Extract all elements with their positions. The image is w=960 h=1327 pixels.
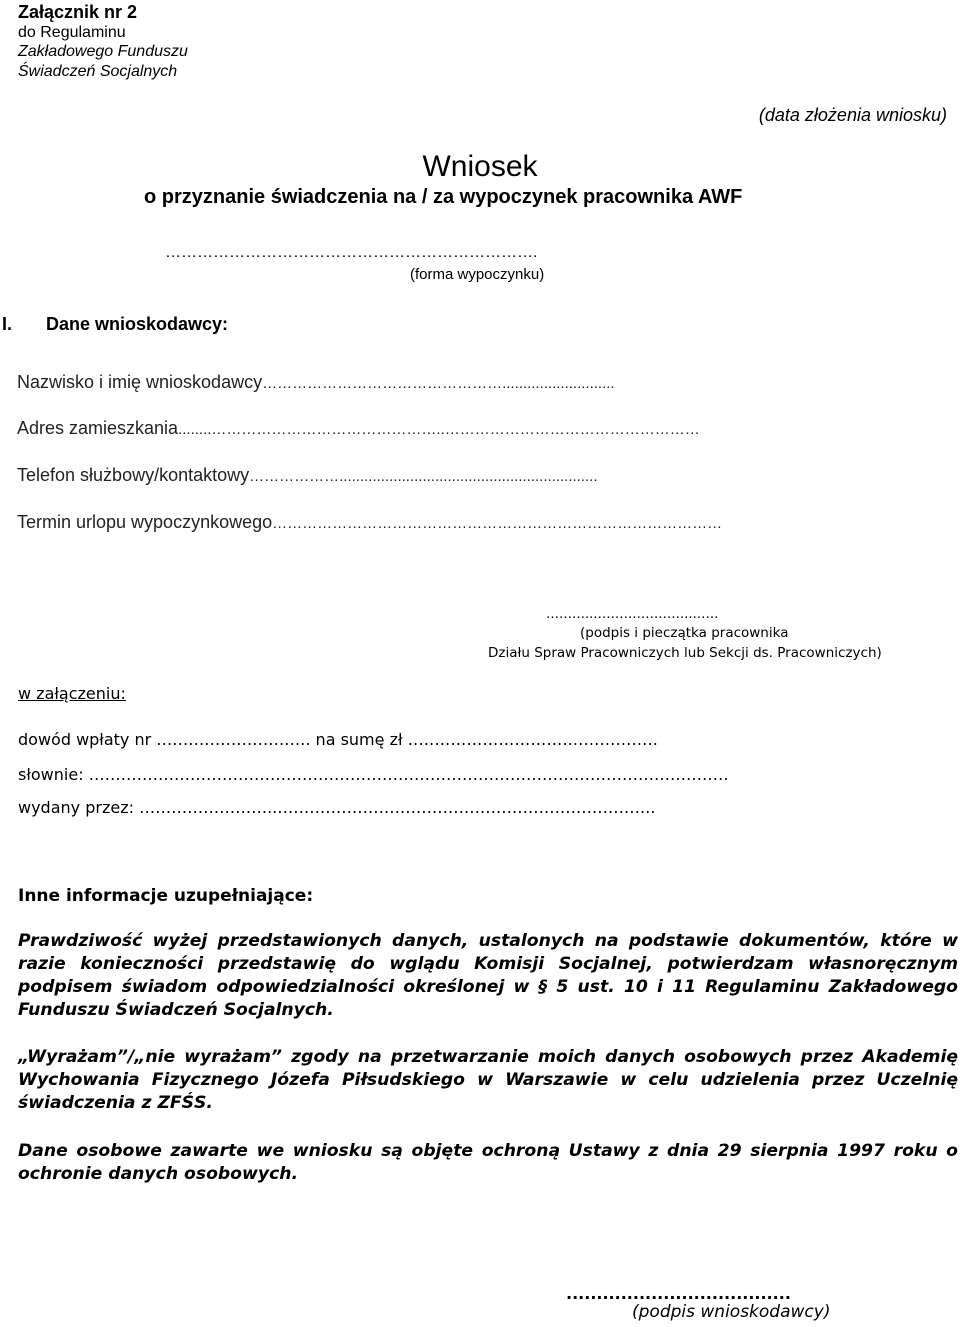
field-applicant-name[interactable] [17,372,615,393]
section-heading: Dane wnioskodawcy: [46,314,229,334]
hr-signature-caption-2: Działu Spraw Pracowniczych lub Sekcji ds. Pracowniczych) [488,645,882,661]
section-number: I. [2,314,13,334]
field-label: Nazwisko i imię wnioskodawcy [17,372,263,392]
form-type-dots: ……………………………………………………………. [165,244,538,261]
hr-signature-caption-1: (podpis i pieczątka pracownika [580,625,789,641]
applicant-signature-dots: ..................................... [566,1284,791,1303]
field-leave-term[interactable] [17,512,722,533]
annex-line-3: Zakładowego Funduszu [18,43,188,60]
truthfulness-statement: Prawdziwość wyżej przedstawionych danych, ustalonych na podstawie dokumentów, które w razie konieczności przedstawię do wglądu Komisji Socjalnej, potwierdzam własnoręcznym podpisem świadom odpowiedzialności określonej w § 5 ust. 10 i 11 Regulaminu Zakładowego Funduszu Świadczeń Socjalnych. [18,931,958,1020]
other-info-heading: Inne informacje uzupełniające: [18,886,314,906]
field-label: Adres zamieszkania [17,418,179,438]
field-label: Termin urlopu wypoczynkowego [17,512,273,532]
field-dots: ........………………………………………..…………………………………………… [178,421,700,438]
field-dots: ……………………………………………………………………………… [272,515,723,532]
issued-by-line[interactable]: wydany przez: ……………………..…………………………………………………………….. [18,798,656,817]
annex-line-2: do Regulaminu [18,24,126,41]
form-subtitle: o przyznanie świadczenia na / za wypoczynek pracownika AWF [144,186,743,208]
applicant-signature-caption: (podpis wnioskodawcy) [632,1302,831,1322]
date-note: (data złożenia wniosku) [758,105,947,125]
field-phone[interactable] [17,465,598,486]
field-address[interactable] [17,418,700,439]
form-type-caption: (forma wypoczynku) [410,266,545,283]
hr-signature-dots: ………..…………………..…… [546,607,719,622]
amount-in-words-line[interactable]: słownie: ………………………………………………………………………………………………………… [18,765,729,784]
form-title: Wniosek [422,150,538,183]
payment-line[interactable]: dowód wpłaty nr ……………………….. na sumę zł ………………………….……………. [18,730,658,749]
field-label: Telefon służbowy/kontaktowy [17,465,250,485]
annex-title: Załącznik nr 2 [18,2,138,22]
annex-line-4: Świadczeń Socjalnych [18,63,178,80]
data-protection-statement: Dane osobowe zawarte we wniosku są objęte ochroną Ustawy z dnia 29 sierpnia 1997 roku o ochronie danych osobowych. [18,1141,958,1184]
consent-statement: „Wyrażam”/„nie wyrażam” zgody na przetwarzanie moich danych osobowych przez Akademię Wychowania Fizycznego Józefa Piłsudskiego w Warszawie w celu udzielenia przez Uczelnię świadczenia z ZFŚS. [18,1047,958,1113]
attachments-heading: w załączeniu: [18,684,126,703]
field-dots: ……………….............................................................. [249,468,598,485]
field-dots: …………………………………………........................... [262,375,615,392]
